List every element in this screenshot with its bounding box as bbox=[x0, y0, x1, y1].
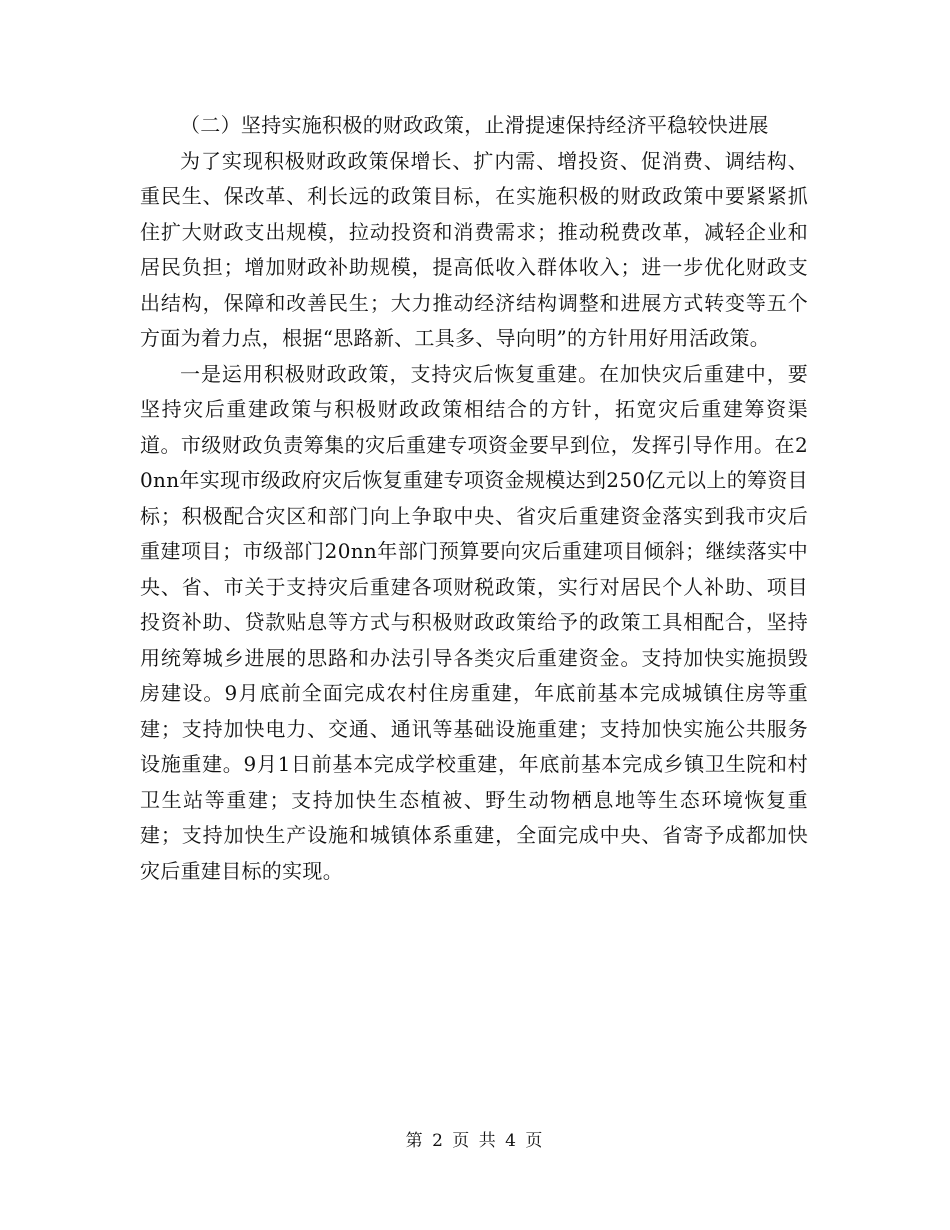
body-paragraph-1: 为了实现积极财政政策保增长、扩内需、增投资、促消费、调结构、重民生、保改革、利长远的政策目标，在实施积极的财政政策中要紧紧抓住扩大财政支出规模，拉动投资和消费需求；推动税费改革，减轻企业和居民负担；增加财政补助规模，提高低收入群体收入；进一步优化财政支出结构，保障和改善民生；大力推动经济结构调整和进展方式转变等五个方面为着力点，根据“思路新、工具多、导向明”的方针用好用活政策。 bbox=[140, 148, 808, 350]
section-heading: （二）坚持实施积极的财政政策，止滑提速保持经济平稳较快进展 bbox=[180, 113, 769, 137]
page-number-footer: 第 2 页 共 4 页 bbox=[405, 1131, 545, 1151]
body-paragraph-2: 一是运用积极财政政策，支持灾后恢复重建。在加快灾后重建中，要坚持灾后重建政策与积极财政政策相结合的方针，拓宽灾后重建筹资渠道。市级财政负责筹集的灾后重建专项资金要早到位，发挥引导作用。在20nn年实现市级政府灾后恢复重建专项资金规模达到250亿元以上的筹资目标；积极配合灾区和部门向上争取中央、省灾后重建资金落实到我市灾后重建项目；市级部门20nn年部门预算要向灾后重建项目倾斜；继续落实中央、省、市关于支持灾后重建各项财税政策，实行对居民个人补助、项目投资补助、贷款贴息等方式与积极财政政策给予的政策工具相配合，坚持用统筹城乡进展的思路和办法引导各类灾后重建资金。支持加快实施损毁房建设。9月底前全面完成农村住房重建，年底前基本完成城镇住房等重建；支持加快电力、交通、通讯等基础设施重建；支持加快实施公共服务设施重建。9月1日前基本完成学校重建，年底前基本完成乡镇卫生院和村卫生站等重建；支持加快生态植被、野生动物栖息地等生态环境恢复重建；支持加快生产设施和城镇体系重建，全面完成中央、省寄予成都加快灾后重建目标的实现。 bbox=[140, 361, 808, 883]
document-body bbox=[140, 108, 808, 889]
